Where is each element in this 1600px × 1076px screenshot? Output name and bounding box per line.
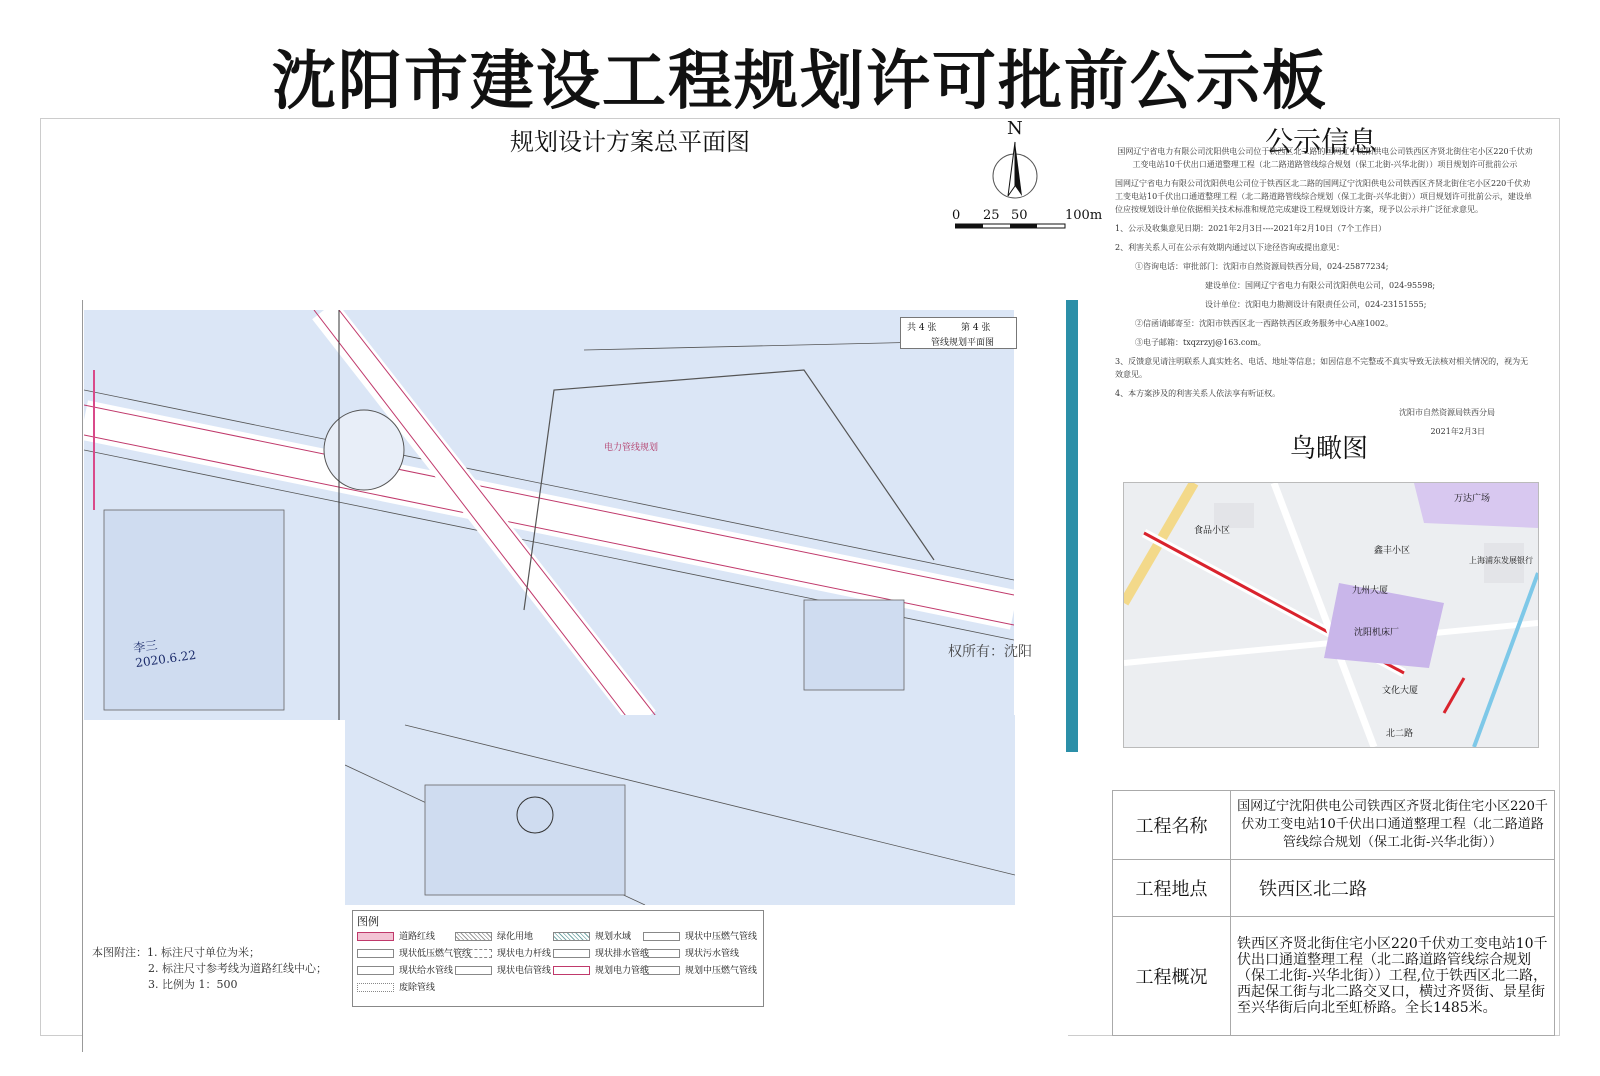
watermark: 权所有：沈阳: [948, 644, 1032, 660]
scale-label-25: 25: [983, 208, 1000, 223]
notice-intro: 国网辽宁省电力有限公司沈阳供电公司位于铁西区北二路的国网辽宁沈阳供电公司铁西区齐贤北街住宅小区220千伏劝工变电站10千伏出口通道整理工程（北二路道路管线综合规划（保工北街-兴华北街））项目规划许可批前公示: [1117, 147, 1533, 169]
scale-label-0: 0: [952, 208, 961, 223]
project-overview-value: 铁西区齐贤北街住宅小区220千伏劝工变电站10千伏出口通道整理工程（北二路道路管线综合规划（保工北街-兴华北街））工程,位于铁西区北二路，西起保工街与北二路交叉口，横过齐贤街、景星街至兴华街后向北至虹桥路。全长1485米。: [1231, 917, 1555, 1036]
legend-swatch: [357, 966, 394, 975]
legend-swatch: [643, 949, 680, 958]
legend-item: 现状低压燃气管线: [357, 946, 487, 960]
notice-date: 2021年2月3日: [1430, 427, 1485, 436]
legend-item: 规划水域: [553, 929, 683, 943]
map-label: 食品小区: [1194, 526, 1231, 536]
project-info-table: [1112, 790, 1555, 1036]
scale-bar: [952, 208, 1105, 237]
notice-item: 3、反馈意见请注明联系人真实姓名、电话、地址等信息；如因信息不完整或不真实导致无法核对相关情况的，视为无效意见。: [1115, 357, 1529, 379]
legend-swatch: [553, 966, 590, 975]
notice-item: 1、公示及收集意见日期：2021年2月3日----2021年2月10日（7个工作日）: [1115, 224, 1387, 233]
legend-swatch: [357, 932, 394, 941]
legend-swatch: [357, 949, 394, 958]
map-label: 万达广场: [1454, 494, 1491, 504]
page-title: 沈阳市建设工程规划许可批前公示板: [272, 44, 1328, 119]
legend-item: 现状排水管线: [553, 946, 683, 960]
legend-item: 现状电信管线: [455, 963, 585, 977]
legend-title: 图例: [357, 915, 379, 928]
legend-swatch: [553, 949, 590, 958]
sheet-total: 共 4 张: [907, 323, 937, 333]
plan-note: 本图附注：1. 标注尺寸单位为米；: [92, 946, 260, 959]
plan-note: 2. 标注尺寸参考线为道路红线中心；: [148, 962, 327, 975]
plan-label: 电力管线规划: [604, 443, 659, 453]
plan-note: 3. 比例为 1：500: [148, 978, 238, 991]
notice-text: [1115, 145, 1535, 444]
sheet-info-box: [900, 317, 1017, 349]
legend-swatch: [455, 949, 492, 958]
scale-label-50: 50: [1011, 208, 1028, 223]
notice-title: 公示信息: [1265, 125, 1378, 158]
notice-item: ③电子邮箱：txqzrzyj@163.com。: [1135, 338, 1266, 347]
plan-title: 规划设计方案总平面图: [510, 128, 750, 156]
aerial-map: [1123, 482, 1539, 748]
map-label: 鑫丰小区: [1374, 546, 1411, 556]
legend-swatch: [643, 966, 680, 975]
plan-notes: [92, 945, 327, 993]
legend-item: 规划中压燃气管线: [643, 963, 773, 977]
aerial-title: 鸟瞰图: [1290, 434, 1369, 464]
map-label: 上海浦东发展银行: [1469, 556, 1533, 565]
table-row: [1113, 791, 1555, 860]
notice-item: 建设单位：国网辽宁省电力有限公司沈阳供电公司，024-95598;: [1205, 281, 1436, 290]
legend-swatch: [357, 983, 394, 992]
map-label: 沈阳机床厂: [1354, 628, 1400, 638]
legend-item: 现状给水管线: [357, 963, 487, 977]
legend: [352, 910, 764, 1007]
notice-item: 2、利害关系人可在公示有效期内通过以下途径咨询或提出意见：: [1115, 243, 1345, 252]
legend-swatch: [553, 932, 590, 941]
table-row: [1113, 860, 1555, 917]
sheet-name: 管线规划平面图: [931, 338, 995, 348]
notice-item: 设计单位：沈阳电力勘测设计有限责任公司，024-23151555;: [1205, 300, 1427, 309]
notice-issuer: 沈阳市自然资源局铁西分局: [1399, 408, 1495, 417]
legend-item: 现状中压燃气管线: [643, 929, 773, 943]
legend-item: 现状电力杆线: [455, 946, 585, 960]
notice-item: 4、本方案涉及的利害关系人依法享有听证权。: [1115, 389, 1281, 398]
map-label: 北二路: [1386, 729, 1414, 739]
project-location-key: 工程地点: [1113, 860, 1231, 917]
scale-label-100: 100m: [1065, 208, 1103, 223]
project-location-value: 铁西区北二路: [1231, 860, 1555, 917]
map-label: 文化大厦: [1382, 686, 1419, 696]
notice-paragraph: 国网辽宁省电力有限公司沈阳供电公司位于铁西区北二路的国网辽宁沈阳供电公司铁西区齐贤北街住宅小区220千伏劝工变电站10千伏出口通道整理工程（北二路道路管线综合规划（保工北街-兴华北街））项目规划许可批前公示，建设单位应按规划设计单位依据相关技术标准和规范完成建设工程规划设计方案，现予以公示并广泛征求意见。: [1115, 179, 1532, 214]
legend-swatch: [643, 932, 680, 941]
legend-item: 废除管线: [357, 980, 487, 994]
side-ruler: [1066, 300, 1078, 752]
notice-item: ①咨询电话：审批部门：沈阳市自然资源局铁西分局，024-25877234;: [1135, 262, 1389, 271]
sheet-index: 第 4 张: [961, 323, 991, 333]
map-label: 九州大厦: [1352, 586, 1389, 596]
notice-item: ②信函请邮寄至：沈阳市铁西区北一西路铁西区政务服务中心A座1002。: [1135, 319, 1394, 328]
legend-item: 现状污水管线: [643, 946, 773, 960]
north-arrow-icon: [985, 118, 1045, 208]
legend-item: 规划电力管线: [553, 963, 683, 977]
legend-swatch: [455, 932, 492, 941]
designer-signature: 李三 2020.6.22: [132, 638, 197, 671]
pipeline-plan-drawing: [84, 310, 1014, 720]
legend-swatch: [455, 966, 492, 975]
project-name-value: 国网辽宁沈阳供电公司铁西区齐贤北街住宅小区220千伏劝工变电站10千伏出口通道整理工程（北二路道路管线综合规划（保工北街-兴华北街））: [1231, 791, 1555, 860]
project-name-key: 工程名称: [1113, 791, 1231, 860]
legend-item: 绿化用地: [455, 929, 585, 943]
legend-item: 道路红线: [357, 929, 487, 943]
pipeline-plan-drawing-lower: [345, 715, 1015, 905]
table-row: [1113, 917, 1555, 1036]
north-label: N: [1007, 118, 1023, 139]
project-overview-key: 工程概况: [1113, 917, 1231, 1036]
